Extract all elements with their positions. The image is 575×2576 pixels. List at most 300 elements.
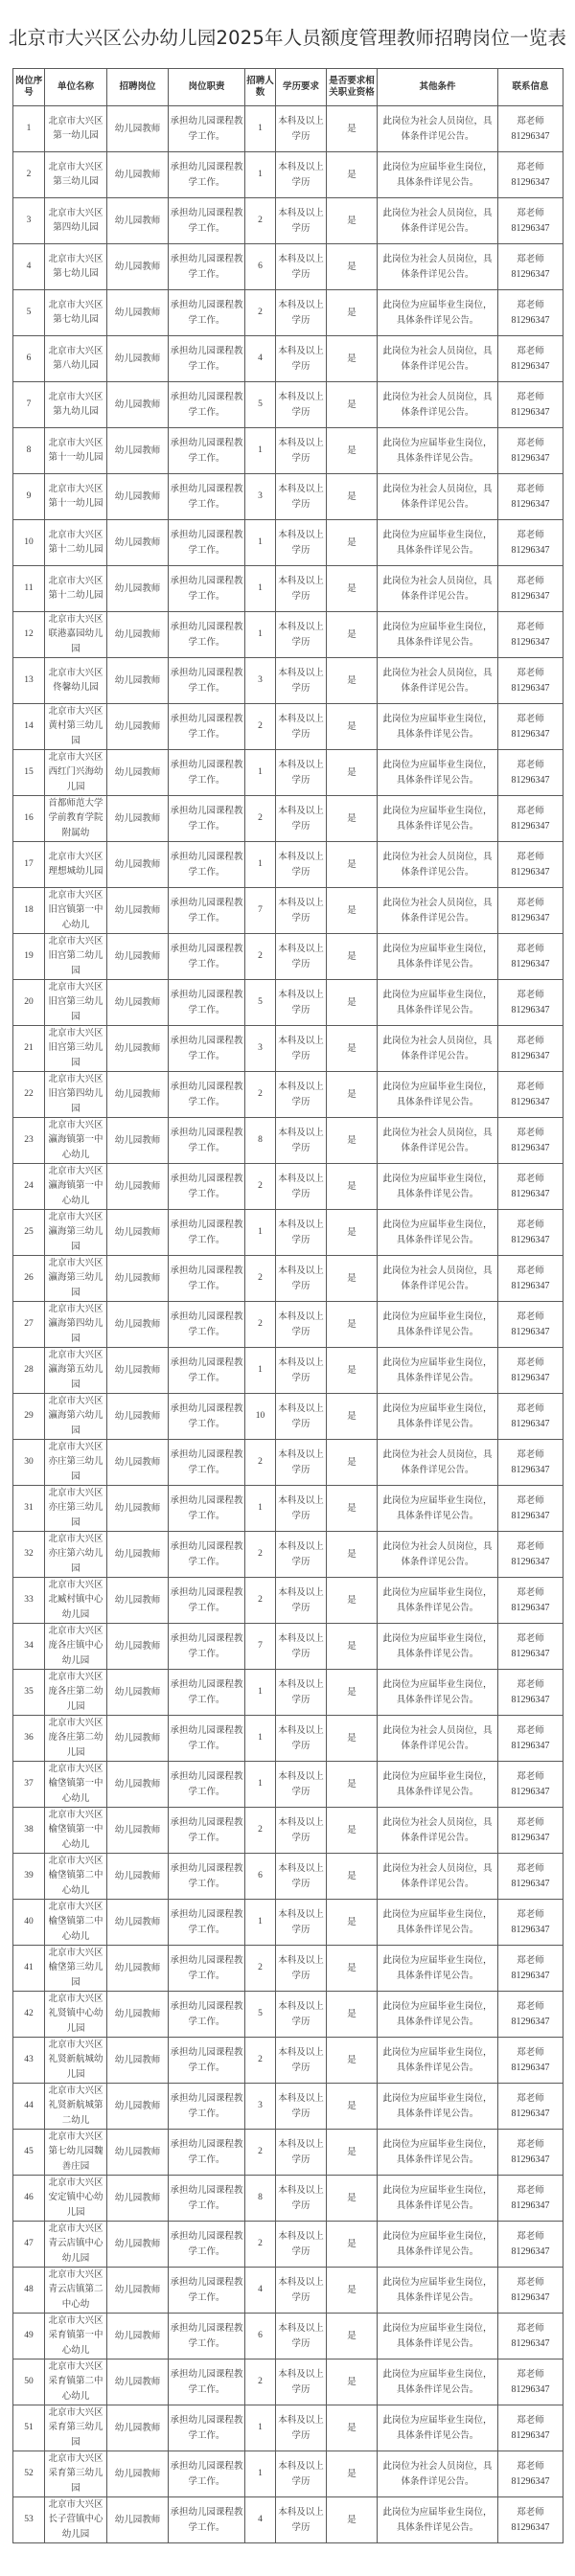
unit-name: [45, 1532, 107, 1578]
table-row: [13, 382, 564, 428]
qualification-required: 是: [327, 612, 378, 658]
education-requirement: 本科及以上学历: [276, 1118, 327, 1164]
other-conditions: 此岗位为应届毕业生岗位，具体条件详见公告。: [378, 1394, 498, 1440]
education-requirement: 本科及以上学历: [276, 1670, 327, 1716]
unit-name-text: 北京市大兴区庞各庄镇中心幼儿园: [48, 1625, 104, 1666]
contact-phone: 81296347: [511, 1004, 550, 1015]
recruit-count: 2: [245, 2130, 276, 2176]
education-requirement: 本科及以上学历: [276, 106, 327, 152]
other-conditions: 此岗位为应届毕业生岗位，具体条件详见公告。: [378, 1946, 498, 1992]
education-requirement: 本科及以上学历: [276, 244, 327, 290]
contact-info: [498, 1302, 564, 1348]
contact-name: 郑老师: [517, 1587, 544, 1598]
qualification-required: 是: [327, 290, 378, 336]
recruit-position: 幼儿园教师: [107, 1348, 169, 1394]
qualification-required: 是: [327, 336, 378, 382]
recruit-position: 幼儿园教师: [107, 934, 169, 980]
contact-info: [498, 1992, 564, 2038]
header-education: 学历要求: [276, 69, 327, 106]
recruit-count: 1: [245, 106, 276, 152]
qualification-required: 是: [327, 2359, 378, 2405]
recruit-position: 幼儿园教师: [107, 336, 169, 382]
unit-name: [45, 888, 107, 934]
contact-name: 郑老师: [517, 2277, 544, 2288]
duty: 承担幼儿园课程教学工作。: [169, 1716, 245, 1762]
contact-name: 郑老师: [517, 1495, 544, 1506]
unit-name-text: 北京市大兴区庞各庄第二幼儿园: [48, 1671, 104, 1712]
qualification-required: 是: [327, 1302, 378, 1348]
contact-info: [498, 1072, 564, 1118]
contact-info: [498, 750, 564, 796]
table-row: [13, 1118, 564, 1164]
position-number: 1: [13, 106, 45, 152]
duty: 承担幼儿园课程教学工作。: [169, 750, 245, 796]
contact-phone: 81296347: [511, 1096, 550, 1107]
other-conditions: 此岗位为社会人员岗位，具体条件详见公告。: [378, 1532, 498, 1578]
unit-name: [45, 2130, 107, 2176]
table-row: [13, 1302, 564, 1348]
other-conditions: 此岗位为应届毕业生岗位，具体条件详见公告。: [378, 704, 498, 750]
contact-info: [498, 842, 564, 888]
duty: 承担幼儿园课程教学工作。: [169, 888, 245, 934]
recruit-position: 幼儿园教师: [107, 2084, 169, 2130]
qualification-required: 是: [327, 2268, 378, 2314]
unit-name-text: 北京市大兴区礼贤镇中心幼儿园: [48, 1993, 104, 2034]
contact-info: [498, 1716, 564, 1762]
qualification-required: 是: [327, 1532, 378, 1578]
contact-phone: 81296347: [511, 1510, 550, 1521]
recruit-position: 幼儿园教师: [107, 1854, 169, 1900]
unit-name: [45, 1854, 107, 1900]
education-requirement: 本科及以上学历: [276, 2314, 327, 2359]
recruit-position: 幼儿园教师: [107, 980, 169, 1026]
contact-phone: 81296347: [511, 452, 550, 464]
recruit-count: 2: [245, 934, 276, 980]
page-title: 北京市大兴区公办幼儿园2025年人员额度管理教师招聘岗位一览表: [8, 27, 567, 49]
unit-name-text: 北京市大兴区庞各庄第二幼儿园: [48, 1717, 104, 1758]
contact-name: 郑老师: [517, 484, 544, 494]
qualification-required: 是: [327, 796, 378, 842]
table-row: [13, 2359, 564, 2405]
position-number: 15: [13, 750, 45, 796]
recruit-count: 2: [245, 290, 276, 336]
contact-phone: 81296347: [511, 1142, 550, 1153]
recruit-position: 幼儿园教师: [107, 1118, 169, 1164]
unit-name: [45, 336, 107, 382]
other-conditions: 此岗位为社会人员岗位，具体条件详见公告。: [378, 1026, 498, 1072]
contact-name: 郑老师: [517, 1955, 544, 1966]
education-requirement: 本科及以上学历: [276, 1394, 327, 1440]
unit-name: [45, 1624, 107, 1670]
position-number: 43: [13, 2038, 45, 2084]
contact-info: [498, 520, 564, 566]
recruit-position: 幼儿园教师: [107, 1486, 169, 1532]
other-conditions: 此岗位为社会人员岗位，具体条件详见公告。: [378, 842, 498, 888]
recruit-count: 1: [245, 566, 276, 612]
unit-name: [45, 980, 107, 1026]
contact-info: [498, 2222, 564, 2268]
education-requirement: 本科及以上学历: [276, 750, 327, 796]
recruit-count: 10: [245, 1394, 276, 1440]
recruit-count: 2: [245, 2359, 276, 2405]
other-conditions: 此岗位为社会人员岗位，具体条件详见公告。: [378, 106, 498, 152]
unit-name-text: 北京市大兴区第七幼儿园: [48, 299, 104, 325]
qualification-required: 是: [327, 750, 378, 796]
education-requirement: 本科及以上学历: [276, 1992, 327, 2038]
unit-name-text: 北京市大兴区亦庄第三幼儿园: [48, 1441, 104, 1482]
position-number: 32: [13, 1532, 45, 1578]
duty: 承担幼儿园课程教学工作。: [169, 336, 245, 382]
contact-phone: 81296347: [511, 1464, 550, 1475]
duty: 承担幼儿园课程教学工作。: [169, 290, 245, 336]
duty: 承担幼儿园课程教学工作。: [169, 842, 245, 888]
recruit-position: 幼儿园教师: [107, 1808, 169, 1854]
table-row: [13, 888, 564, 934]
duty: 承担幼儿园课程教学工作。: [169, 1026, 245, 1072]
duty: 承担幼儿园课程教学工作。: [169, 2314, 245, 2359]
unit-name: [45, 1256, 107, 1302]
qualification-required: 是: [327, 934, 378, 980]
contact-info: [498, 2314, 564, 2359]
education-requirement: 本科及以上学历: [276, 2451, 327, 2497]
education-requirement: 本科及以上学历: [276, 612, 327, 658]
position-number: 50: [13, 2359, 45, 2405]
recruit-count: 2: [245, 1946, 276, 1992]
unit-name: [45, 750, 107, 796]
contact-phone: 81296347: [511, 1050, 550, 1061]
duty: 承担幼儿园课程教学工作。: [169, 2405, 245, 2451]
recruit-count: 7: [245, 888, 276, 934]
other-conditions: 此岗位为社会人员岗位，具体条件详见公告。: [378, 2451, 498, 2497]
recruit-count: 5: [245, 1992, 276, 2038]
recruit-position: 幼儿园教师: [107, 612, 169, 658]
qualification-required: 是: [327, 658, 378, 704]
recruit-count: 2: [245, 1532, 276, 1578]
contact-name: 郑老师: [517, 944, 544, 954]
unit-name: [45, 704, 107, 750]
unit-name: [45, 474, 107, 520]
unit-name-text: 北京市大兴区礼贤新航城幼儿园: [48, 2039, 104, 2080]
contact-info: [498, 1256, 564, 1302]
recruit-position: 幼儿园教师: [107, 1716, 169, 1762]
other-conditions: 此岗位为应届毕业生岗位，具体条件详见公告。: [378, 750, 498, 796]
contact-phone: 81296347: [511, 2154, 550, 2165]
duty: 承担幼儿园课程教学工作。: [169, 2176, 245, 2222]
table-row: [13, 1992, 564, 2038]
position-number: 19: [13, 934, 45, 980]
qualification-required: 是: [327, 566, 378, 612]
recruit-count: 1: [245, 2405, 276, 2451]
recruit-position: 幼儿园教师: [107, 1762, 169, 1808]
contact-info: [498, 566, 564, 612]
position-number: 2: [13, 152, 45, 198]
education-requirement: 本科及以上学历: [276, 1256, 327, 1302]
unit-name: [45, 290, 107, 336]
qualification-required: 是: [327, 1578, 378, 1624]
duty: 承担幼儿园课程教学工作。: [169, 1072, 245, 1118]
qualification-required: 是: [327, 520, 378, 566]
contact-name: 郑老师: [517, 898, 544, 908]
position-number: 10: [13, 520, 45, 566]
unit-name-text: 北京市大兴区第七幼儿园: [48, 253, 104, 279]
unit-name: [45, 796, 107, 842]
contact-phone: 81296347: [511, 866, 550, 878]
contact-phone: 81296347: [511, 912, 550, 923]
duty: 承担幼儿园课程教学工作。: [169, 2130, 245, 2176]
contact-info: [498, 1578, 564, 1624]
education-requirement: 本科及以上学历: [276, 1624, 327, 1670]
contact-phone: 81296347: [511, 2521, 550, 2533]
unit-name: [45, 1762, 107, 1808]
contact-phone: 81296347: [511, 176, 550, 188]
other-conditions: 此岗位为社会人员岗位，具体条件详见公告。: [378, 382, 498, 428]
contact-phone: 81296347: [511, 2383, 550, 2395]
position-number: 40: [13, 1900, 45, 1946]
unit-name-text: 北京市大兴区黄村第三幼儿园: [48, 705, 104, 746]
qualification-required: 是: [327, 1900, 378, 1946]
qualification-required: 是: [327, 2038, 378, 2084]
duty: 承担幼儿园课程教学工作。: [169, 520, 245, 566]
unit-name: [45, 2084, 107, 2130]
position-number: 26: [13, 1256, 45, 1302]
duty: 承担幼儿园课程教学工作。: [169, 428, 245, 474]
education-requirement: 本科及以上学历: [276, 2084, 327, 2130]
contact-info: [498, 2451, 564, 2497]
header-count: 招聘人数: [245, 69, 276, 106]
unit-name-text: 北京市大兴区榆垡镇第一中心幼儿: [48, 1809, 104, 1850]
unit-name: [45, 1394, 107, 1440]
unit-name: [45, 106, 107, 152]
contact-info: [498, 888, 564, 934]
contact-phone: 81296347: [511, 222, 550, 234]
recruit-count: 6: [245, 2314, 276, 2359]
education-requirement: 本科及以上学历: [276, 1716, 327, 1762]
duty: 承担幼儿园课程教学工作。: [169, 796, 245, 842]
duty: 承担幼儿园课程教学工作。: [169, 198, 245, 244]
table-row: [13, 2314, 564, 2359]
contact-phone: 81296347: [511, 2245, 550, 2257]
unit-name: [45, 1072, 107, 1118]
education-requirement: 本科及以上学历: [276, 520, 327, 566]
other-conditions: 此岗位为应届毕业生岗位，具体条件详见公告。: [378, 612, 498, 658]
contact-info: [498, 106, 564, 152]
other-conditions: 此岗位为应届毕业生岗位，具体条件详见公告。: [378, 290, 498, 336]
unit-name: [45, 520, 107, 566]
contact-info: [498, 1854, 564, 1900]
qualification-required: 是: [327, 980, 378, 1026]
contact-name: 郑老师: [517, 2323, 544, 2334]
duty: 承担幼儿园课程教学工作。: [169, 106, 245, 152]
recruit-count: 2: [245, 1302, 276, 1348]
other-conditions: 此岗位为应届毕业生岗位，具体条件详见公告。: [378, 1900, 498, 1946]
recruit-position: 幼儿园教师: [107, 1992, 169, 2038]
contact-info: [498, 382, 564, 428]
contact-name: 郑老师: [517, 346, 544, 356]
contact-phone: 81296347: [511, 1188, 550, 1199]
contact-name: 郑老师: [517, 1725, 544, 1736]
recruit-count: 1: [245, 1348, 276, 1394]
contact-name: 郑老师: [517, 1082, 544, 1092]
position-number: 22: [13, 1072, 45, 1118]
position-number: 27: [13, 1302, 45, 1348]
position-number: 44: [13, 2084, 45, 2130]
unit-name: [45, 1164, 107, 1210]
table-row: [13, 2084, 564, 2130]
unit-name-text: 北京市大兴区瀛海第三幼儿园: [48, 1257, 104, 1298]
recruit-count: 8: [245, 1118, 276, 1164]
contact-phone: 81296347: [511, 1372, 550, 1383]
contact-name: 郑老师: [517, 530, 544, 540]
recruit-position: 幼儿园教师: [107, 1900, 169, 1946]
position-number: 35: [13, 1670, 45, 1716]
position-number: 13: [13, 658, 45, 704]
recruit-count: 5: [245, 382, 276, 428]
contact-phone: 81296347: [511, 1602, 550, 1613]
contact-name: 郑老师: [517, 1403, 544, 1414]
table-row: [13, 1900, 564, 1946]
table-row: [13, 2268, 564, 2314]
table-row: [13, 1164, 564, 1210]
unit-name-text: 北京市大兴区榆垡镇第二中心幼儿: [48, 1855, 104, 1896]
unit-name: [45, 1486, 107, 1532]
contact-name: 郑老师: [517, 1909, 544, 1920]
other-conditions: 此岗位为应届毕业生岗位，具体条件详见公告。: [378, 2314, 498, 2359]
unit-name-text: 北京市大兴区第十一幼儿园: [48, 437, 104, 463]
unit-name-text: 北京市大兴区北臧村镇中心幼儿园: [48, 1579, 104, 1620]
qualification-required: 是: [327, 1440, 378, 1486]
unit-name-text: 北京市大兴区第三幼儿园: [48, 161, 104, 187]
unit-name-text: 北京市大兴区第八幼儿园: [48, 345, 104, 371]
unit-name-text: 北京市大兴区瀛海第六幼儿园: [48, 1395, 104, 1436]
table-row: [13, 244, 564, 290]
table-row: [13, 2176, 564, 2222]
other-conditions: 此岗位为应届毕业生岗位，具体条件详见公告。: [378, 1164, 498, 1210]
duty: 承担幼儿园课程教学工作。: [169, 2268, 245, 2314]
duty: 承担幼儿园课程教学工作。: [169, 1900, 245, 1946]
recruit-count: 2: [245, 1440, 276, 1486]
table-row: [13, 1440, 564, 1486]
contact-name: 郑老师: [517, 1128, 544, 1138]
contact-info: [498, 428, 564, 474]
other-conditions: 此岗位为社会人员岗位，具体条件详见公告。: [378, 566, 498, 612]
recruit-position: 幼儿园教师: [107, 290, 169, 336]
recruit-count: 3: [245, 658, 276, 704]
contact-name: 郑老师: [517, 2185, 544, 2196]
contact-phone: 81296347: [511, 2475, 550, 2487]
other-conditions: 此岗位为应届毕业生岗位，具体条件详见公告。: [378, 2359, 498, 2405]
unit-name: [45, 244, 107, 290]
header-qualification: 是否要求相关职业资格: [327, 69, 378, 106]
recruit-count: 1: [245, 1486, 276, 1532]
qualification-required: 是: [327, 2176, 378, 2222]
contact-name: 郑老师: [517, 208, 544, 218]
other-conditions: 此岗位为应届毕业生岗位，具体条件详见公告。: [378, 980, 498, 1026]
table-row: [13, 1072, 564, 1118]
recruit-count: 2: [245, 796, 276, 842]
education-requirement: 本科及以上学历: [276, 1854, 327, 1900]
position-number: 11: [13, 566, 45, 612]
recruit-count: 1: [245, 1762, 276, 1808]
contact-info: [498, 2130, 564, 2176]
contact-name: 郑老师: [517, 1220, 544, 1230]
contact-phone: 81296347: [511, 2108, 550, 2119]
unit-name-text: 北京市大兴区采育第三幼儿园: [48, 2406, 104, 2448]
table-row: [13, 934, 564, 980]
table-row: [13, 750, 564, 796]
contact-name: 郑老师: [517, 2461, 544, 2472]
education-requirement: 本科及以上学历: [276, 198, 327, 244]
qualification-required: 是: [327, 1118, 378, 1164]
contact-info: [498, 198, 564, 244]
contact-phone: 81296347: [511, 728, 550, 740]
duty: 承担幼儿园课程教学工作。: [169, 1118, 245, 1164]
other-conditions: 此岗位为应届毕业生岗位，具体条件详见公告。: [378, 1992, 498, 2038]
contact-phone: 81296347: [511, 1326, 550, 1337]
table-row: [13, 1348, 564, 1394]
qualification-required: 是: [327, 1716, 378, 1762]
position-number: 3: [13, 198, 45, 244]
unit-name-text: 北京市大兴区第十二幼儿园: [48, 529, 104, 555]
education-requirement: 本科及以上学历: [276, 2222, 327, 2268]
position-number: 47: [13, 2222, 45, 2268]
contact-info: [498, 2084, 564, 2130]
unit-name: [45, 1440, 107, 1486]
unit-name: [45, 566, 107, 612]
education-requirement: 本科及以上学历: [276, 336, 327, 382]
recruit-count: 1: [245, 520, 276, 566]
unit-name-text: 北京市大兴区旧宫镇第一中心幼儿: [48, 889, 104, 930]
education-requirement: 本科及以上学历: [276, 290, 327, 336]
education-requirement: 本科及以上学历: [276, 980, 327, 1026]
qualification-required: 是: [327, 2130, 378, 2176]
unit-name-text: 北京市大兴区亦庄第三幼儿园: [48, 1487, 104, 1528]
unit-name: [45, 1670, 107, 1716]
contact-phone: 81296347: [511, 590, 550, 602]
table-row: [13, 2405, 564, 2451]
recruit-position: 幼儿园教师: [107, 842, 169, 888]
education-requirement: 本科及以上学历: [276, 1210, 327, 1256]
unit-name: [45, 1716, 107, 1762]
unit-name-text: 北京市大兴区联港嘉园幼儿园: [48, 613, 104, 654]
contact-info: [498, 1486, 564, 1532]
qualification-required: 是: [327, 474, 378, 520]
contact-info: [498, 1808, 564, 1854]
position-number: 9: [13, 474, 45, 520]
education-requirement: 本科及以上学历: [276, 1072, 327, 1118]
contact-phone: 81296347: [511, 314, 550, 326]
unit-name: [45, 2405, 107, 2451]
education-requirement: 本科及以上学历: [276, 2176, 327, 2222]
recruit-count: 5: [245, 980, 276, 1026]
other-conditions: 此岗位为应届毕业生岗位，具体条件详见公告。: [378, 796, 498, 842]
recruit-position: 幼儿园教师: [107, 2359, 169, 2405]
contact-info: [498, 980, 564, 1026]
contact-info: [498, 1394, 564, 1440]
duty: 承担幼儿园课程教学工作。: [169, 1256, 245, 1302]
contact-phone: 81296347: [511, 2291, 550, 2303]
duty: 承担幼儿园课程教学工作。: [169, 1946, 245, 1992]
other-conditions: 此岗位为应届毕业生岗位，具体条件详见公告。: [378, 2130, 498, 2176]
contact-phone: 81296347: [511, 820, 550, 832]
contact-phone: 81296347: [511, 130, 550, 142]
table-row: [13, 980, 564, 1026]
recruit-position: 幼儿园教师: [107, 2222, 169, 2268]
header-recruit-position: 招聘岗位: [107, 69, 169, 106]
table-row: [13, 1716, 564, 1762]
unit-name: [45, 1992, 107, 2038]
contact-phone: 81296347: [511, 682, 550, 694]
table-row: [13, 1946, 564, 1992]
